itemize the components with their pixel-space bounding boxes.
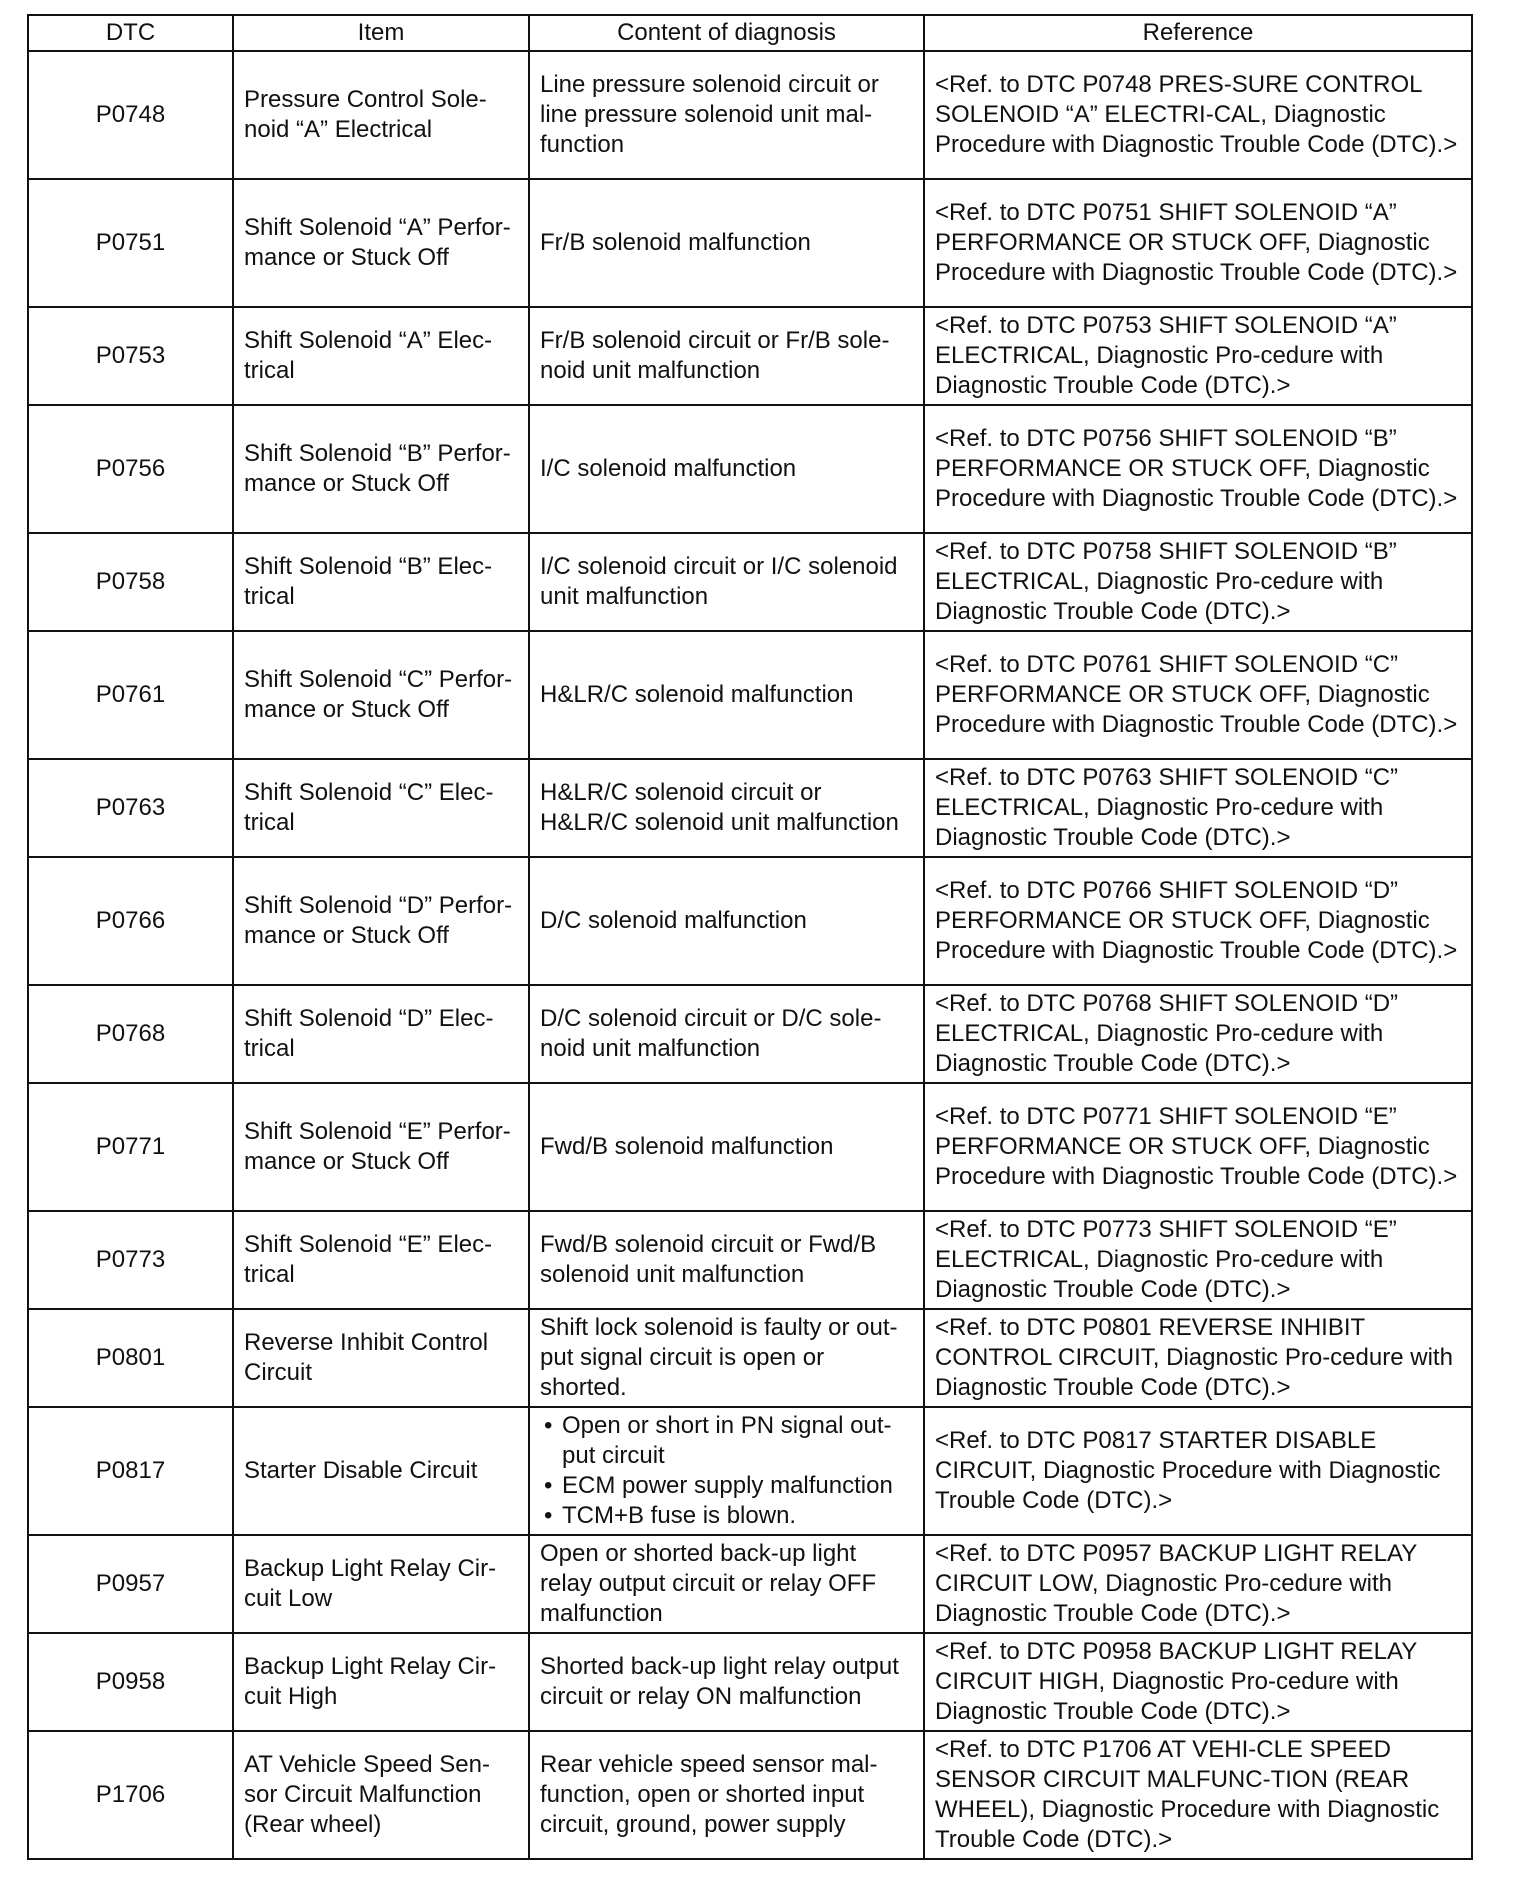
- dtc-code: P0958: [28, 1633, 233, 1731]
- table-body: [28, 51, 1472, 1859]
- dtc-code: P0756: [28, 405, 233, 533]
- item-name: Reverse Inhibit Control Circuit: [233, 1309, 529, 1407]
- dtc-code: P0763: [28, 759, 233, 857]
- dtc-reference-sheet: [27, 14, 1471, 1860]
- item-name: Shift Solenoid “D” Perfor-mance or Stuck Off: [233, 857, 529, 985]
- table-row: [28, 1309, 1472, 1407]
- diagnosis-content: Fr/B solenoid circuit or Fr/B sole-noid unit malfunction: [529, 307, 924, 405]
- reference-link[interactable]: <Ref. to DTC P0753 SHIFT SOLENOID “A” ELECTRICAL, Diagnostic Pro-cedure with Diagnostic Trouble Code (DTC).>: [924, 307, 1472, 405]
- reference-link[interactable]: <Ref. to DTC P0756 SHIFT SOLENOID “B” PERFORMANCE OR STUCK OFF, Diagnostic Procedure with Diagnostic Trouble Code (DTC).>: [924, 405, 1472, 533]
- diagnosis-bullet: • ECM power supply malfunction: [540, 1471, 913, 1501]
- table-row: [28, 1535, 1472, 1633]
- dtc-code: P0758: [28, 533, 233, 631]
- item-name: Starter Disable Circuit: [233, 1407, 529, 1535]
- header-content-of-diagnosis: Content of diagnosis: [529, 15, 924, 51]
- header-reference: Reference: [924, 15, 1472, 51]
- dtc-code: P0753: [28, 307, 233, 405]
- item-name: Shift Solenoid “A” Perfor-mance or Stuck Off: [233, 179, 529, 307]
- diagnosis-content: I/C solenoid circuit or I/C solenoid unit malfunction: [529, 533, 924, 631]
- diagnosis-content: Shorted back-up light relay output circuit or relay ON malfunction: [529, 1633, 924, 1731]
- table-row: [28, 1083, 1472, 1211]
- table-row: [28, 985, 1472, 1083]
- dtc-code: P0773: [28, 1211, 233, 1309]
- item-name: Shift Solenoid “C” Elec-trical: [233, 759, 529, 857]
- diagnosis-content: Fwd/B solenoid malfunction: [529, 1083, 924, 1211]
- item-name: Shift Solenoid “D” Elec-trical: [233, 985, 529, 1083]
- dtc-code: P0771: [28, 1083, 233, 1211]
- table-row: [28, 631, 1472, 759]
- dtc-code: P0768: [28, 985, 233, 1083]
- reference-link[interactable]: <Ref. to DTC P0748 PRES-SURE CONTROL SOLENOID “A” ELECTRI-CAL, Diagnostic Procedure with Diagnostic Trouble Code (DTC).>: [924, 51, 1472, 179]
- reference-link[interactable]: <Ref. to DTC P0766 SHIFT SOLENOID “D” PERFORMANCE OR STUCK OFF, Diagnostic Procedure with Diagnostic Trouble Code (DTC).>: [924, 857, 1472, 985]
- diagnosis-content: Fr/B solenoid malfunction: [529, 179, 924, 307]
- table-header-row: [28, 15, 1472, 51]
- table-row: [28, 759, 1472, 857]
- diagnosis-content: D/C solenoid malfunction: [529, 857, 924, 985]
- reference-link[interactable]: <Ref. to DTC P0958 BACKUP LIGHT RELAY CIRCUIT HIGH, Diagnostic Pro-cedure with Diagnostic Trouble Code (DTC).>: [924, 1633, 1472, 1731]
- dtc-code: P0761: [28, 631, 233, 759]
- item-name: Shift Solenoid “A” Elec-trical: [233, 307, 529, 405]
- item-name: Shift Solenoid “C” Perfor-mance or Stuck Off: [233, 631, 529, 759]
- table-row: [28, 533, 1472, 631]
- dtc-code: P1706: [28, 1731, 233, 1859]
- diagnosis-content: Shift lock solenoid is faulty or out-put signal circuit is open or shorted.: [529, 1309, 924, 1407]
- diagnosis-bullet-list: [540, 1411, 913, 1531]
- table-row: [28, 1211, 1472, 1309]
- item-name: AT Vehicle Speed Sen-sor Circuit Malfunction (Rear wheel): [233, 1731, 529, 1859]
- table-row: [28, 307, 1472, 405]
- item-name: Backup Light Relay Cir-cuit High: [233, 1633, 529, 1731]
- reference-link[interactable]: <Ref. to DTC P0771 SHIFT SOLENOID “E” PERFORMANCE OR STUCK OFF, Diagnostic Procedure with Diagnostic Trouble Code (DTC).>: [924, 1083, 1472, 1211]
- diagnosis-content: I/C solenoid malfunction: [529, 405, 924, 533]
- reference-link[interactable]: <Ref. to DTC P0751 SHIFT SOLENOID “A” PERFORMANCE OR STUCK OFF, Diagnostic Procedure with Diagnostic Trouble Code (DTC).>: [924, 179, 1472, 307]
- table-row: [28, 857, 1472, 985]
- table-row: [28, 1407, 1472, 1535]
- reference-link[interactable]: <Ref. to DTC P0763 SHIFT SOLENOID “C” ELECTRICAL, Diagnostic Pro-cedure with Diagnostic Trouble Code (DTC).>: [924, 759, 1472, 857]
- diagnosis-content: D/C solenoid circuit or D/C sole-noid unit malfunction: [529, 985, 924, 1083]
- diagnosis-content: Fwd/B solenoid circuit or Fwd/B solenoid unit malfunction: [529, 1211, 924, 1309]
- item-name: Backup Light Relay Cir-cuit Low: [233, 1535, 529, 1633]
- reference-link[interactable]: <Ref. to DTC P0761 SHIFT SOLENOID “C” PERFORMANCE OR STUCK OFF, Diagnostic Procedure with Diagnostic Trouble Code (DTC).>: [924, 631, 1472, 759]
- dtc-table: [27, 14, 1473, 1860]
- table-row: [28, 179, 1472, 307]
- reference-link[interactable]: <Ref. to DTC P0768 SHIFT SOLENOID “D” ELECTRICAL, Diagnostic Pro-cedure with Diagnostic Trouble Code (DTC).>: [924, 985, 1472, 1083]
- dtc-code: P0801: [28, 1309, 233, 1407]
- dtc-code: P0957: [28, 1535, 233, 1633]
- diagnosis-content: Open or shorted back-up light relay output circuit or relay OFF malfunction: [529, 1535, 924, 1633]
- reference-link[interactable]: <Ref. to DTC P0758 SHIFT SOLENOID “B” ELECTRICAL, Diagnostic Pro-cedure with Diagnostic Trouble Code (DTC).>: [924, 533, 1472, 631]
- item-name: Shift Solenoid “B” Elec-trical: [233, 533, 529, 631]
- reference-link[interactable]: <Ref. to DTC P0957 BACKUP LIGHT RELAY CIRCUIT LOW, Diagnostic Pro-cedure with Diagnostic Trouble Code (DTC).>: [924, 1535, 1472, 1633]
- diagnosis-content: H&LR/C solenoid circuit or H&LR/C solenoid unit malfunction: [529, 759, 924, 857]
- table-row: [28, 1633, 1472, 1731]
- diagnosis-content: H&LR/C solenoid malfunction: [529, 631, 924, 759]
- dtc-code: P0748: [28, 51, 233, 179]
- item-name: Shift Solenoid “E” Perfor-mance or Stuck Off: [233, 1083, 529, 1211]
- table-row: [28, 1731, 1472, 1859]
- table-row: [28, 51, 1472, 179]
- item-name: Shift Solenoid “E” Elec-trical: [233, 1211, 529, 1309]
- reference-link[interactable]: <Ref. to DTC P0817 STARTER DISABLE CIRCUIT, Diagnostic Procedure with Diagnostic Trouble Code (DTC).>: [924, 1407, 1472, 1535]
- item-name: Shift Solenoid “B” Perfor-mance or Stuck Off: [233, 405, 529, 533]
- header-item: Item: [233, 15, 529, 51]
- diagnosis-bullet: • Open or short in PN signal out-put circuit: [540, 1411, 913, 1471]
- dtc-code: P0751: [28, 179, 233, 307]
- dtc-code: P0766: [28, 857, 233, 985]
- reference-link[interactable]: <Ref. to DTC P0801 REVERSE INHIBIT CONTROL CIRCUIT, Diagnostic Pro-cedure with Diagnostic Trouble Code (DTC).>: [924, 1309, 1472, 1407]
- reference-link[interactable]: <Ref. to DTC P1706 AT VEHI-CLE SPEED SENSOR CIRCUIT MALFUNC-TION (REAR WHEEL), Diagnostic Procedure with Diagnostic Trouble Code (DTC).>: [924, 1731, 1472, 1859]
- diagnosis-content: Rear vehicle speed sensor mal-function, open or shorted input circuit, ground, power supply: [529, 1731, 924, 1859]
- dtc-code: P0817: [28, 1407, 233, 1535]
- item-name: Pressure Control Sole-noid “A” Electrical: [233, 51, 529, 179]
- table-row: [28, 405, 1472, 533]
- header-dtc: DTC: [28, 15, 233, 51]
- reference-link[interactable]: <Ref. to DTC P0773 SHIFT SOLENOID “E” ELECTRICAL, Diagnostic Pro-cedure with Diagnostic Trouble Code (DTC).>: [924, 1211, 1472, 1309]
- diagnosis-content: [529, 1407, 924, 1535]
- diagnosis-content: Line pressure solenoid circuit or line pressure solenoid unit mal-function: [529, 51, 924, 179]
- diagnosis-bullet: • TCM+B fuse is blown.: [540, 1501, 913, 1531]
